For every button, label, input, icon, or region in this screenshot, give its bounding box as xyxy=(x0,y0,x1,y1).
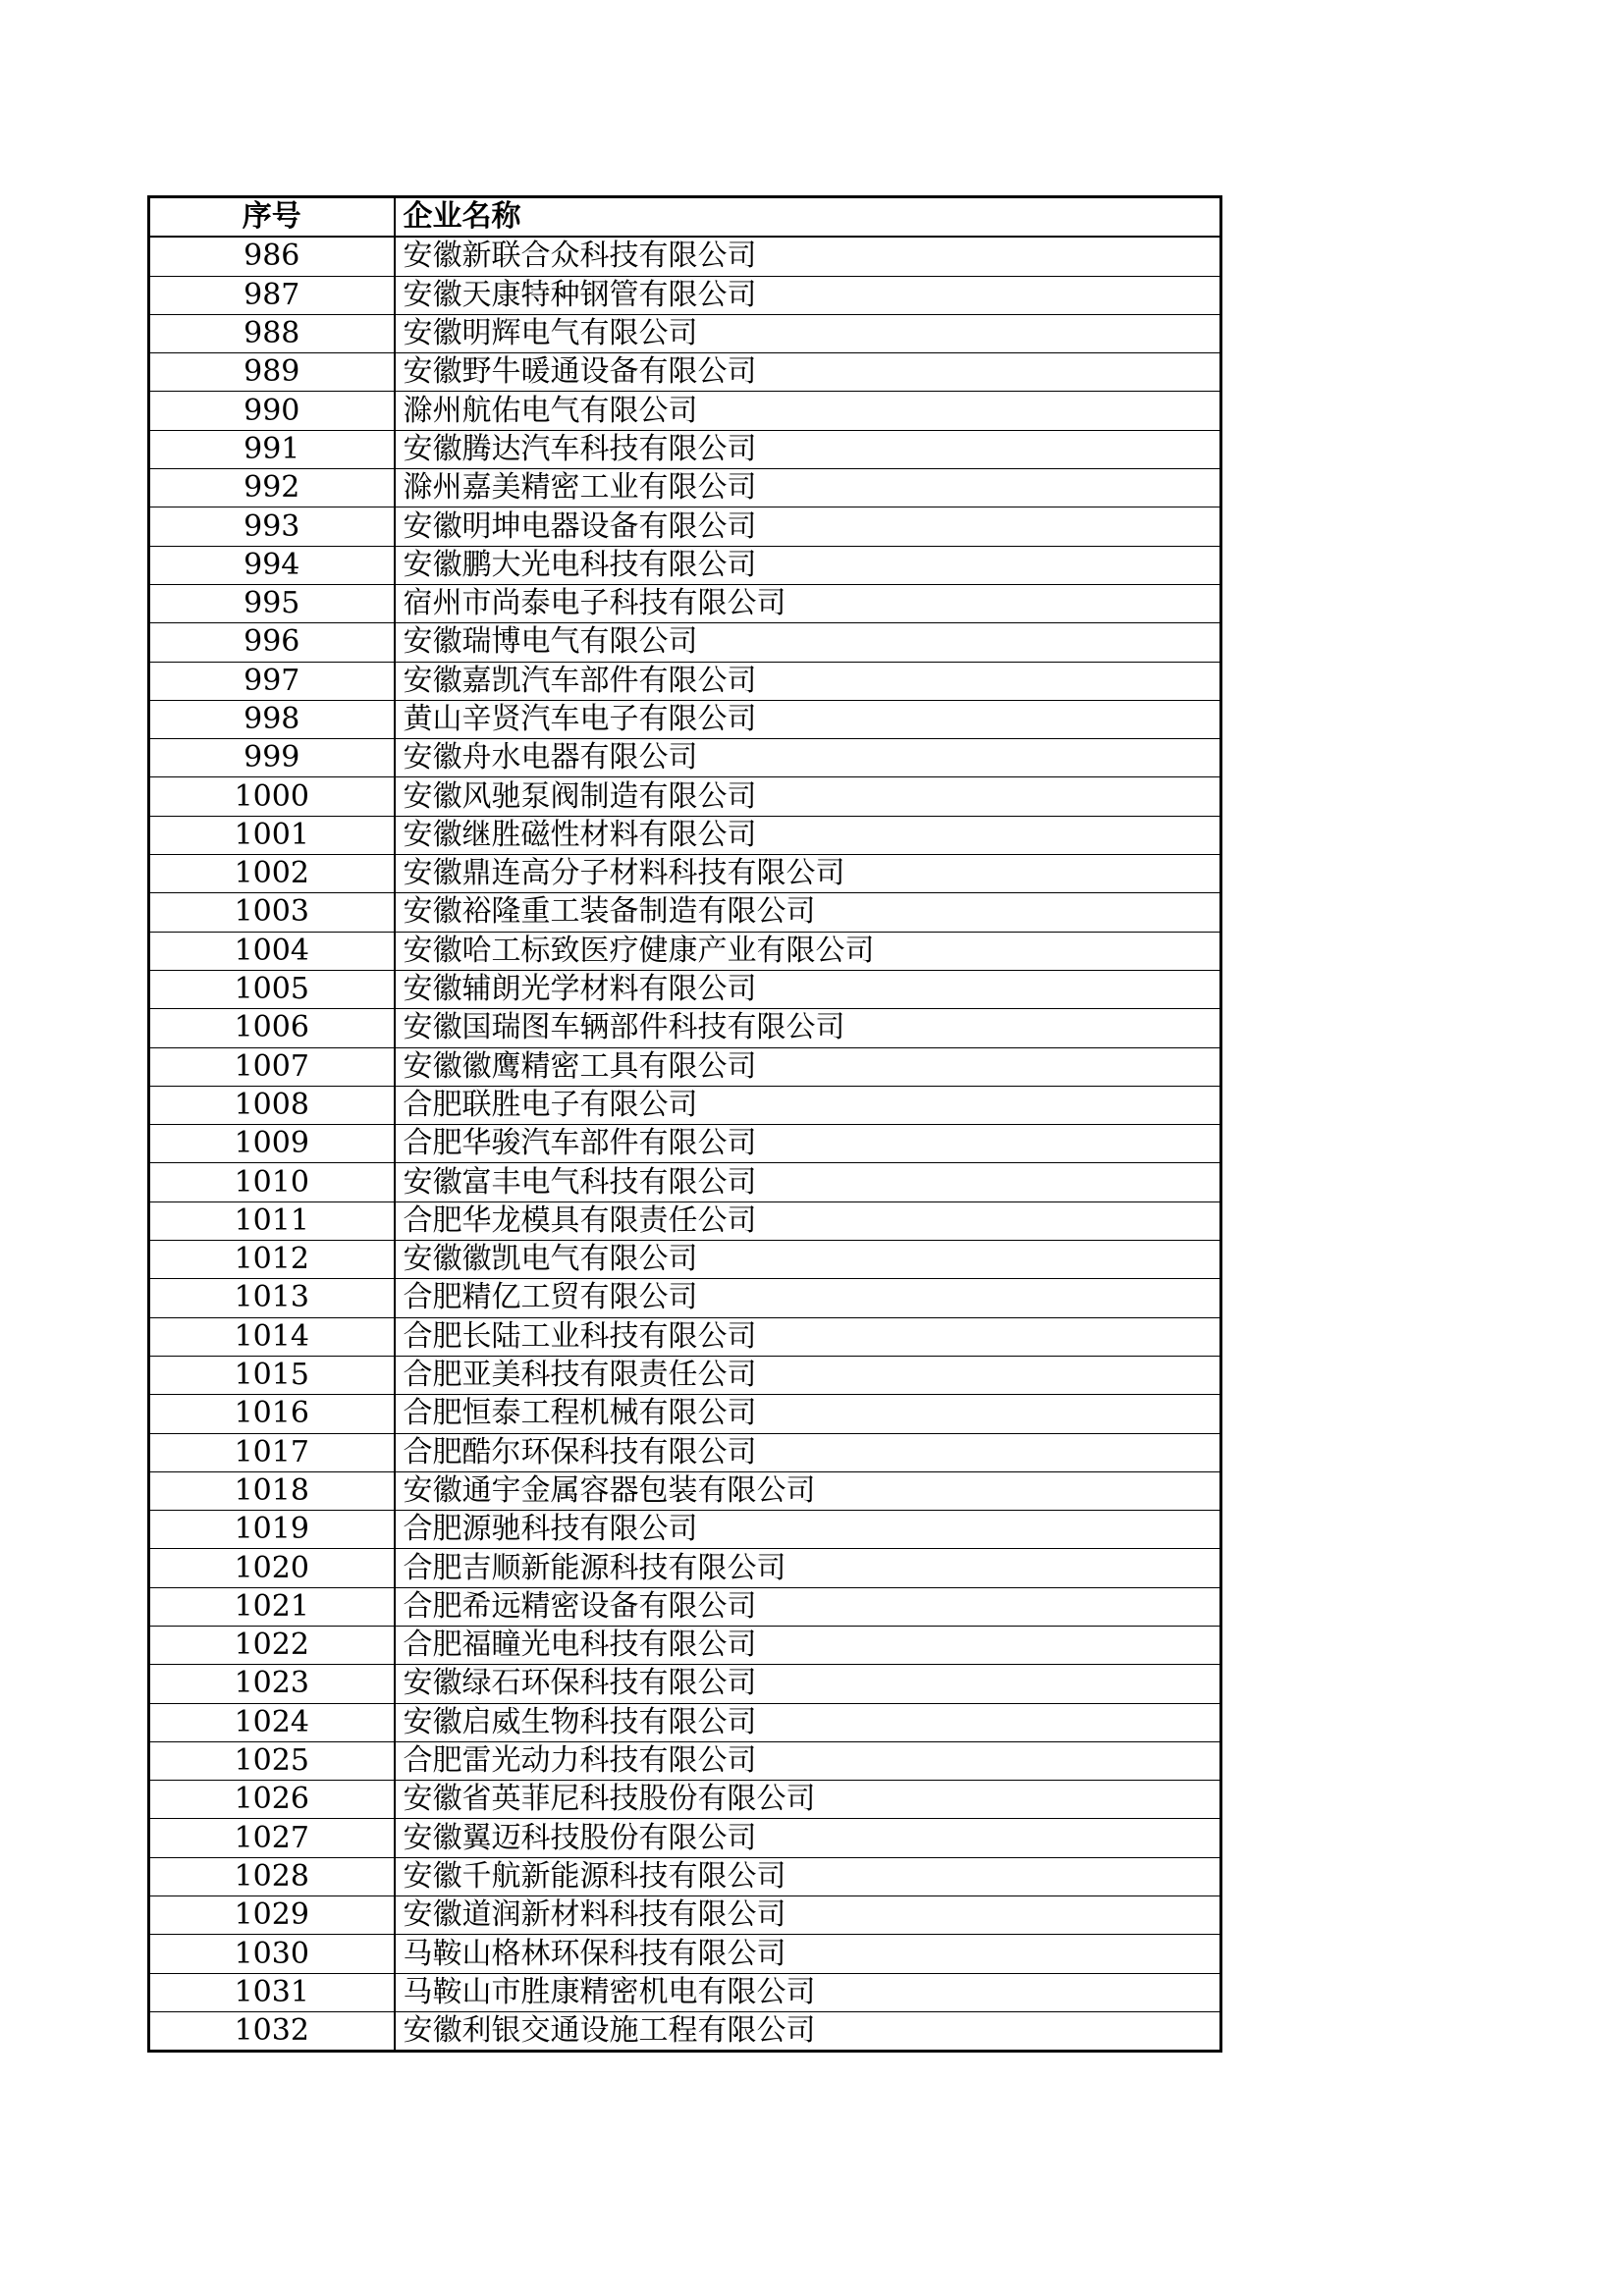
serial-number-cell: 1026 xyxy=(149,1781,395,1819)
table-row xyxy=(149,1935,1221,1973)
company-name-cell: 合肥福瞳光电科技有限公司 xyxy=(395,1626,1221,1664)
table-row xyxy=(149,1587,1221,1626)
table-row xyxy=(149,237,1221,276)
serial-number-cell: 1028 xyxy=(149,1857,395,1896)
serial-number-cell: 1006 xyxy=(149,1009,395,1047)
table-row xyxy=(149,893,1221,932)
serial-number-cell: 1018 xyxy=(149,1471,395,1510)
company-name-cell: 安徽鼎连高分子材料科技有限公司 xyxy=(395,855,1221,893)
company-name-cell: 安徽瑞博电气有限公司 xyxy=(395,623,1221,662)
company-name-cell: 合肥酷尔环保科技有限公司 xyxy=(395,1433,1221,1471)
company-name-cell: 合肥华骏汽车部件有限公司 xyxy=(395,1125,1221,1163)
company-name-cell: 宿州市尚泰电子科技有限公司 xyxy=(395,584,1221,622)
company-name-cell: 安徽徽凯电气有限公司 xyxy=(395,1241,1221,1279)
serial-number-cell: 1009 xyxy=(149,1125,395,1163)
company-name-cell: 安徽辅朗光学材料有限公司 xyxy=(395,970,1221,1008)
table-row xyxy=(149,314,1221,352)
table-row xyxy=(149,1973,1221,2011)
table-row xyxy=(149,1549,1221,1587)
serial-number-cell: 1010 xyxy=(149,1163,395,1201)
table-row xyxy=(149,1741,1221,1780)
table-row xyxy=(149,1086,1221,1124)
serial-number-cell: 1008 xyxy=(149,1086,395,1124)
company-name-cell: 滁州航佑电气有限公司 xyxy=(395,392,1221,430)
company-name-cell: 马鞍山市胜康精密机电有限公司 xyxy=(395,1973,1221,2011)
company-name-cell: 安徽裕隆重工装备制造有限公司 xyxy=(395,893,1221,932)
serial-number-cell: 987 xyxy=(149,276,395,314)
company-name-cell: 安徽哈工标致医疗健康产业有限公司 xyxy=(395,932,1221,970)
serial-number-cell: 999 xyxy=(149,739,395,777)
serial-number-cell: 1030 xyxy=(149,1935,395,1973)
table-row xyxy=(149,1626,1221,1664)
company-name-cell: 安徽嘉凯汽车部件有限公司 xyxy=(395,662,1221,700)
company-name-cell: 合肥华龙模具有限责任公司 xyxy=(395,1201,1221,1240)
company-name-cell: 安徽野牛暖通设备有限公司 xyxy=(395,353,1221,392)
serial-number-cell: 1017 xyxy=(149,1433,395,1471)
serial-number-cell: 1027 xyxy=(149,1819,395,1857)
header-row xyxy=(149,197,1221,238)
table-row xyxy=(149,469,1221,507)
table-row xyxy=(149,1317,1221,1356)
serial-number-cell: 998 xyxy=(149,700,395,738)
table-row xyxy=(149,1241,1221,1279)
company-name-cell: 安徽翼迈科技股份有限公司 xyxy=(395,1819,1221,1857)
table-row xyxy=(149,855,1221,893)
company-name-cell: 安徽利银交通设施工程有限公司 xyxy=(395,2011,1221,2051)
company-name-cell: 安徽腾达汽车科技有限公司 xyxy=(395,430,1221,468)
serial-number-cell: 1021 xyxy=(149,1587,395,1626)
table-row xyxy=(149,584,1221,622)
company-name-cell: 合肥源驰科技有限公司 xyxy=(395,1511,1221,1549)
company-name-cell: 马鞍山格林环保科技有限公司 xyxy=(395,1935,1221,1973)
serial-number-cell: 1031 xyxy=(149,1973,395,2011)
company-name-cell: 安徽风驰泵阀制造有限公司 xyxy=(395,777,1221,816)
table-row xyxy=(149,1471,1221,1510)
company-list-table xyxy=(147,195,1222,2053)
table-row xyxy=(149,1896,1221,1935)
table-row xyxy=(149,546,1221,584)
company-name-cell: 安徽道润新材料科技有限公司 xyxy=(395,1896,1221,1935)
company-name-cell: 安徽舟水电器有限公司 xyxy=(395,739,1221,777)
table-row xyxy=(149,1819,1221,1857)
table-row xyxy=(149,816,1221,854)
company-name-cell: 黄山辛贤汽车电子有限公司 xyxy=(395,700,1221,738)
table-row xyxy=(149,777,1221,816)
serial-number-cell: 1014 xyxy=(149,1317,395,1356)
table-body xyxy=(149,237,1221,2051)
table-row xyxy=(149,1433,1221,1471)
company-name-cell: 安徽通宇金属容器包装有限公司 xyxy=(395,1471,1221,1510)
table-row xyxy=(149,1125,1221,1163)
table-row xyxy=(149,1665,1221,1703)
serial-number-cell: 1022 xyxy=(149,1626,395,1664)
company-name-cell: 合肥雷光动力科技有限公司 xyxy=(395,1741,1221,1780)
company-name-cell: 安徽鹏大光电科技有限公司 xyxy=(395,546,1221,584)
serial-number-cell: 997 xyxy=(149,662,395,700)
table-row xyxy=(149,507,1221,546)
table-row xyxy=(149,623,1221,662)
company-name-cell: 安徽省英菲尼科技股份有限公司 xyxy=(395,1781,1221,1819)
company-name-cell: 安徽天康特种钢管有限公司 xyxy=(395,276,1221,314)
serial-number-cell: 1016 xyxy=(149,1395,395,1433)
table-row xyxy=(149,932,1221,970)
serial-number-cell: 989 xyxy=(149,353,395,392)
table-row xyxy=(149,700,1221,738)
table-row xyxy=(149,662,1221,700)
serial-number-cell: 995 xyxy=(149,584,395,622)
table-row xyxy=(149,353,1221,392)
serial-number-cell: 996 xyxy=(149,623,395,662)
serial-number-cell: 990 xyxy=(149,392,395,430)
table-row xyxy=(149,1047,1221,1086)
company-name-cell: 安徽富丰电气科技有限公司 xyxy=(395,1163,1221,1201)
table-row xyxy=(149,430,1221,468)
serial-number-cell: 992 xyxy=(149,469,395,507)
serial-number-cell: 1032 xyxy=(149,2011,395,2051)
table-row xyxy=(149,1201,1221,1240)
table-row xyxy=(149,970,1221,1008)
serial-number-cell: 1020 xyxy=(149,1549,395,1587)
company-name-cell: 安徽启威生物科技有限公司 xyxy=(395,1703,1221,1741)
table-row xyxy=(149,1009,1221,1047)
serial-number-cell: 1007 xyxy=(149,1047,395,1086)
table-row xyxy=(149,1703,1221,1741)
serial-number-cell: 1019 xyxy=(149,1511,395,1549)
table-row xyxy=(149,392,1221,430)
table-row xyxy=(149,1857,1221,1896)
company-name-cell: 安徽明辉电气有限公司 xyxy=(395,314,1221,352)
company-name-cell: 安徽继胜磁性材料有限公司 xyxy=(395,816,1221,854)
table-row xyxy=(149,1511,1221,1549)
serial-number-cell: 994 xyxy=(149,546,395,584)
company-name-cell: 合肥吉顺新能源科技有限公司 xyxy=(395,1549,1221,1587)
company-name-cell: 滁州嘉美精密工业有限公司 xyxy=(395,469,1221,507)
column-header-serial-number: 序号 xyxy=(149,197,395,238)
table-row xyxy=(149,1356,1221,1394)
table-row xyxy=(149,2011,1221,2051)
column-header-company-name: 企业名称 xyxy=(395,197,1221,238)
serial-number-cell: 1003 xyxy=(149,893,395,932)
serial-number-cell: 1011 xyxy=(149,1201,395,1240)
serial-number-cell: 1024 xyxy=(149,1703,395,1741)
table-row xyxy=(149,1163,1221,1201)
table-row xyxy=(149,739,1221,777)
serial-number-cell: 991 xyxy=(149,430,395,468)
serial-number-cell: 1023 xyxy=(149,1665,395,1703)
serial-number-cell: 1029 xyxy=(149,1896,395,1935)
serial-number-cell: 1015 xyxy=(149,1356,395,1394)
serial-number-cell: 986 xyxy=(149,237,395,276)
company-name-cell: 合肥长陆工业科技有限公司 xyxy=(395,1317,1221,1356)
serial-number-cell: 1002 xyxy=(149,855,395,893)
table-row xyxy=(149,276,1221,314)
table-row xyxy=(149,1395,1221,1433)
company-name-cell: 合肥精亿工贸有限公司 xyxy=(395,1279,1221,1317)
company-name-cell: 安徽徽鹰精密工具有限公司 xyxy=(395,1047,1221,1086)
company-name-cell: 合肥希远精密设备有限公司 xyxy=(395,1587,1221,1626)
serial-number-cell: 1001 xyxy=(149,816,395,854)
company-name-cell: 安徽千航新能源科技有限公司 xyxy=(395,1857,1221,1896)
serial-number-cell: 1013 xyxy=(149,1279,395,1317)
serial-number-cell: 1000 xyxy=(149,777,395,816)
serial-number-cell: 1025 xyxy=(149,1741,395,1780)
company-name-cell: 合肥联胜电子有限公司 xyxy=(395,1086,1221,1124)
company-name-cell: 安徽绿石环保科技有限公司 xyxy=(395,1665,1221,1703)
table-row xyxy=(149,1781,1221,1819)
table-row xyxy=(149,1279,1221,1317)
serial-number-cell: 1005 xyxy=(149,970,395,1008)
company-name-cell: 合肥恒泰工程机械有限公司 xyxy=(395,1395,1221,1433)
serial-number-cell: 1004 xyxy=(149,932,395,970)
company-name-cell: 安徽国瑞图车辆部件科技有限公司 xyxy=(395,1009,1221,1047)
company-name-cell: 合肥亚美科技有限责任公司 xyxy=(395,1356,1221,1394)
company-name-cell: 安徽明坤电器设备有限公司 xyxy=(395,507,1221,546)
serial-number-cell: 1012 xyxy=(149,1241,395,1279)
serial-number-cell: 988 xyxy=(149,314,395,352)
serial-number-cell: 993 xyxy=(149,507,395,546)
company-name-cell: 安徽新联合众科技有限公司 xyxy=(395,237,1221,276)
